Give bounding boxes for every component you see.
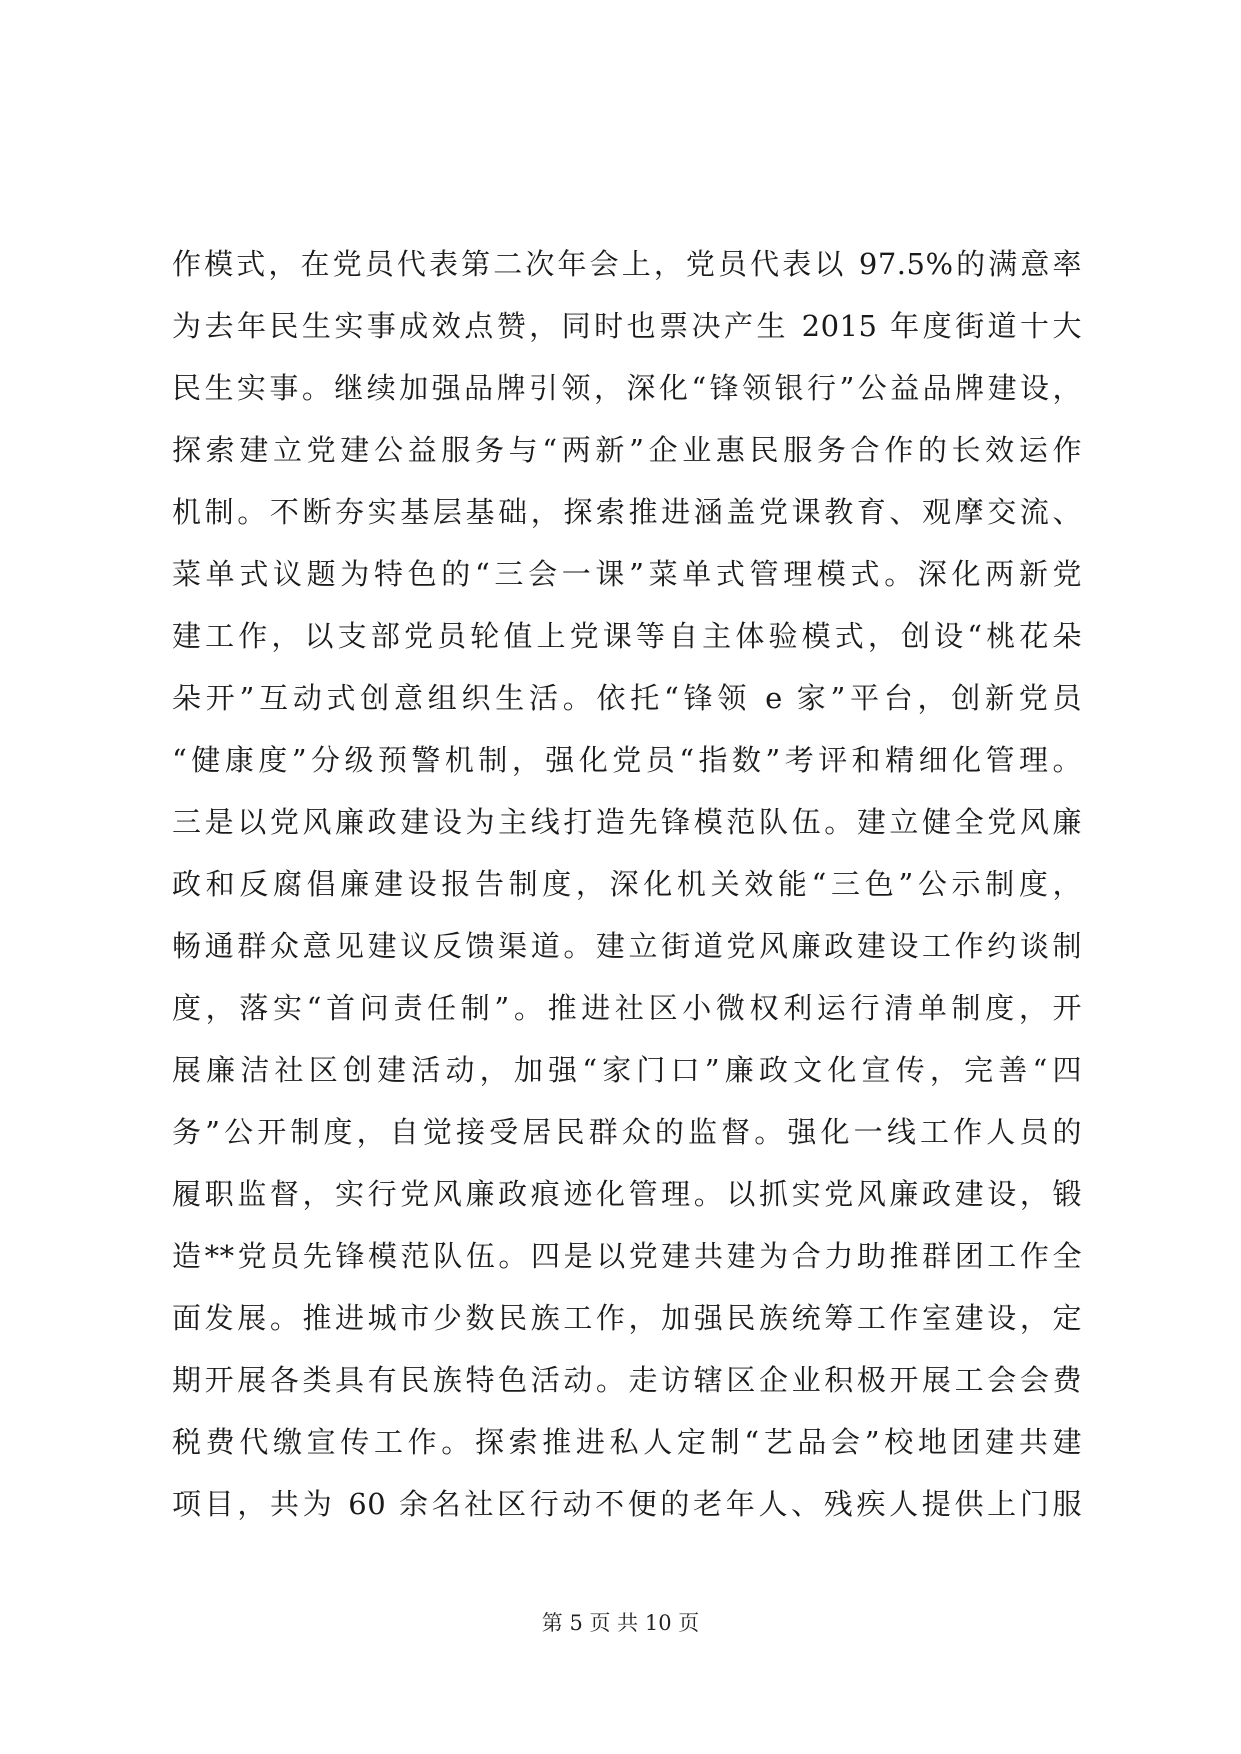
text-line: 为去年民生实事成效点赞，同时也票决产生 2015 年度街道十大 bbox=[172, 309, 1082, 343]
text-line: 税费代缴宣传工作。探索推进私人定制“艺品会”校地团建共建 bbox=[172, 1425, 1082, 1459]
text-line: 造**党员先锋模范队伍。四是以党建共建为合力助推群团工作全 bbox=[172, 1239, 1082, 1273]
text-line: 菜单式议题为特色的“三会一课”菜单式管理模式。深化两新党 bbox=[172, 557, 1082, 591]
text-line: 三是以党风廉政建设为主线打造先锋模范队伍。建立健全党风廉 bbox=[172, 805, 1082, 839]
text-line: 政和反腐倡廉建设报告制度，深化机关效能“三色”公示制度， bbox=[172, 867, 1082, 901]
text-line: 朵开”互动式创意组织生活。依托“锋领 e 家”平台，创新党员 bbox=[172, 681, 1082, 715]
text-line: 务”公开制度，自觉接受居民群众的监督。强化一线工作人员的 bbox=[172, 1115, 1082, 1149]
text-line: 展廉洁社区创建活动，加强“家门口”廉政文化宣传，完善“四 bbox=[172, 1053, 1082, 1087]
text-line: “健康度”分级预警机制，强化党员“指数”考评和精细化管理。 bbox=[172, 743, 1082, 777]
text-line: 机制。不断夯实基层基础，探索推进涵盖党课教育、观摩交流、 bbox=[172, 495, 1082, 529]
text-line: 项目，共为 60 余名社区行动不便的老年人、残疾人提供上门服 bbox=[172, 1487, 1082, 1521]
text-line: 民生实事。继续加强品牌引领，深化“锋领银行”公益品牌建设， bbox=[172, 371, 1082, 405]
page-number-footer: 第 5 页 共 10 页 bbox=[541, 1611, 700, 1635]
text-line: 履职监督，实行党风廉政痕迹化管理。以抓实党风廉政建设，锻 bbox=[172, 1177, 1082, 1211]
text-line: 探索建立党建公益服务与“两新”企业惠民服务合作的长效运作 bbox=[172, 433, 1082, 467]
text-line: 作模式，在党员代表第二次年会上，党员代表以 97.5%的满意率 bbox=[172, 247, 1082, 281]
text-line: 面发展。推进城市少数民族工作，加强民族统筹工作室建设，定 bbox=[172, 1301, 1082, 1335]
text-line: 度，落实“首问责任制”。推进社区小微权利运行清单制度，开 bbox=[172, 991, 1082, 1025]
text-line: 畅通群众意见建议反馈渠道。建立街道党风廉政建设工作约谈制 bbox=[172, 929, 1082, 963]
text-line: 建工作，以支部党员轮值上党课等自主体验模式，创设“桃花朵 bbox=[172, 619, 1082, 653]
body-text bbox=[172, 233, 1082, 1535]
text-line: 期开展各类具有民族特色活动。走访辖区企业积极开展工会会费 bbox=[172, 1363, 1082, 1397]
